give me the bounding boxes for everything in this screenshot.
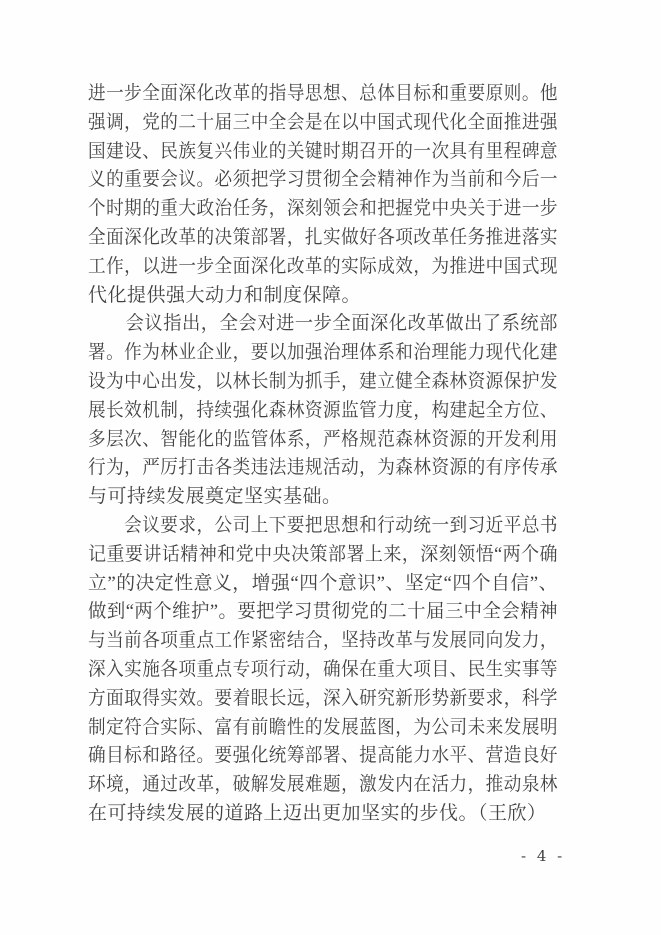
text-line [88,656,558,685]
page-number: - 4 - [521,847,566,865]
text-line-content: 署。作为林业企业，要以加强治理体系和治理能力现代化建 [88,342,558,364]
text-line [88,80,558,109]
text-line [88,800,558,829]
text-line [88,138,558,167]
text-line [88,224,558,253]
text-line [88,310,558,339]
text-line-content: 与可持续发展奠定坚实基础。 [88,486,342,508]
text-line [88,742,558,771]
document-body [88,80,558,829]
text-line-content: 会议指出，全会对进一步全面深化改革做出了系统部 [88,313,558,335]
text-line-content: 工作，以进一步全面深化改革的实际成效，为推进中国式现 [88,255,558,277]
text-line-content: 多层次、智能化的监管体系，严格规范森林资源的开发利用 [88,428,558,450]
text-line-content: 与当前各项重点工作紧密结合，坚持改革与发展同向发力， [88,630,558,652]
text-line-content: 方面取得实效。要着眼长远，深入研究新形势新要求，科学 [88,687,558,709]
text-line [88,598,558,627]
text-line [88,109,558,138]
text-line [88,483,558,512]
text-line-content: 强调，党的二十届三中全会是在以中国式现代化全面推进强 [88,111,558,133]
text-line-content: 个时期的重大政治任务，深刻领会和把握党中央关于进一步 [88,198,558,220]
text-line-content: 义的重要会议。必须把学习贯彻全会精神作为当前和今后一 [88,169,558,191]
text-line-content: 环境，通过改革，破解发展难题，激发内在活力，推动泉林 [88,774,558,796]
text-line [88,454,558,483]
text-line [88,253,558,282]
text-line [88,426,558,455]
text-line-content: 深入实施各项重点专项行动，确保在重大项目、民生实事等 [88,658,558,680]
text-line [88,570,558,599]
text-line-content: 记重要讲话精神和党中央决策部署上来，深刻领悟“两个确 [88,543,558,565]
text-line-content: 确目标和路径。要强化统筹部署、提高能力水平、营造良好 [88,745,558,767]
text-line [88,627,558,656]
text-line [88,195,558,224]
text-line-content: 在可持续发展的道路上迈出更加坚实的步伐。（王欣） [88,802,547,824]
text-line [88,541,558,570]
text-line-content: 会议要求，公司上下要把思想和行动统一到习近平总书 [88,514,558,536]
text-line [88,339,558,368]
text-line-content: 行为，严厉打击各类违法违规活动，为森林资源的有序传承 [88,457,558,479]
text-line-content: 做到“两个维护”。要把学习贯彻党的二十届三中全会精神 [88,601,558,623]
text-line [88,368,558,397]
text-line [88,771,558,800]
text-line-content: 立”的决定性意义，增强“四个意识”、坚定“四个自信”、 [88,572,558,594]
text-line [88,685,558,714]
text-line [88,512,558,541]
text-line-content: 设为中心出发，以林长制为抓手，建立健全森林资源保护发 [88,370,558,392]
text-line-content: 代化提供强大动力和制度保障。 [88,284,362,306]
text-line [88,282,558,311]
text-line-content: 全面深化改革的决策部署，扎实做好各项改革任务推进落实 [88,226,558,248]
text-line-content: 进一步全面深化改革的指导思想、总体目标和重要原则。他 [88,83,558,104]
text-line-content: 制定符合实际、富有前瞻性的发展蓝图，为公司未来发展明 [88,716,558,738]
text-line-content: 展长效机制，持续强化森林资源监管力度，构建起全方位、 [88,399,558,421]
text-line [88,166,558,195]
text-line [88,397,558,426]
text-line-content: 国建设、民族复兴伟业的关键时期召开的一次具有里程碑意 [88,140,558,162]
text-line [88,714,558,743]
